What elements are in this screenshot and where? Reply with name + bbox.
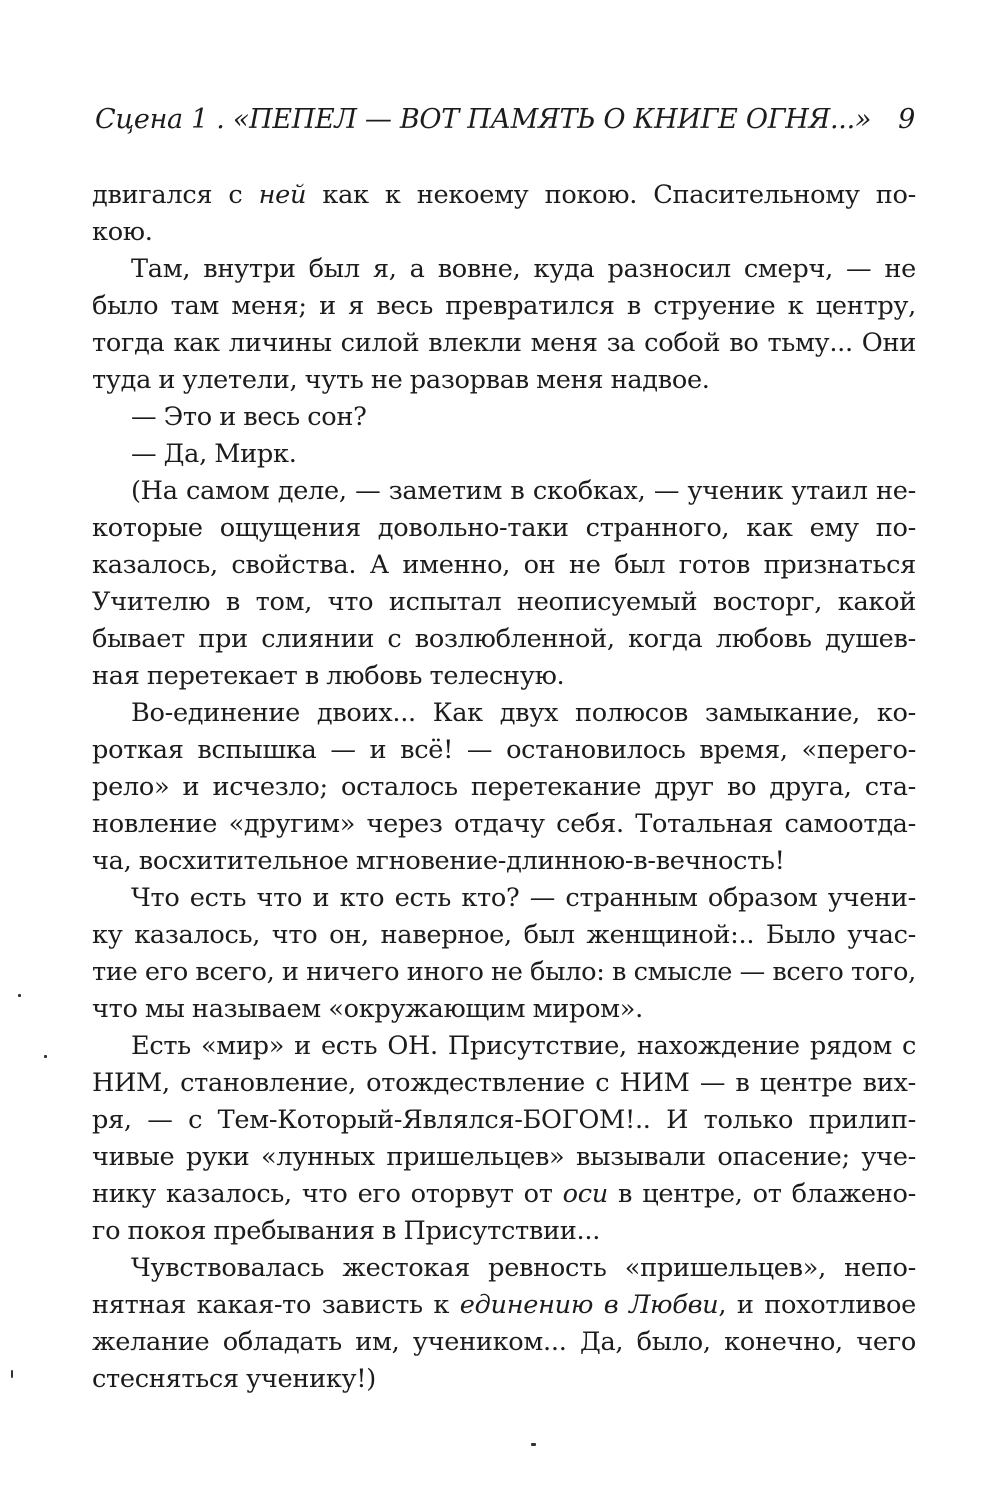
text-line: новление «другим» через отдачу себя. Тотальная самоотда- [92, 809, 916, 839]
text-line: двигался с ней как к некоему покою. Спасительному по- [92, 180, 916, 210]
text-line: Чувствовалась жестокая ревность «пришельцев», непо- [131, 1253, 916, 1283]
text-line: — Да, Мирк. [131, 439, 297, 469]
text-line: бывает при слиянии с возлюбленной, когда любовь душев- [92, 624, 916, 654]
text-line: которые ощущения довольно-таки странного, как ему по- [92, 513, 916, 543]
text-line: роткая вспышка — и всё! — остановилось время, «перего- [92, 735, 916, 765]
text-line: тогда как личины силой влекли меня за собой во тьму... Они [92, 328, 916, 358]
scan-speck [531, 1443, 536, 1446]
chapter-title: Сцена 1 . «ПЕПЕЛ — ВОТ ПАМЯТЬ О КНИГЕ ОГНЯ...» [95, 104, 872, 135]
running-head [95, 100, 915, 140]
text-line: Есть «мир» и есть ОН. Присутствие, нахождение рядом с [131, 1031, 916, 1061]
text-line: тие его всего, и ничего иного не было: в смысле — всего того, [92, 957, 916, 987]
text-line: туда и улетели, чуть не разорвав меня надвое. [92, 365, 710, 395]
page-number: 9 [898, 104, 915, 135]
text-line: что мы называем «окружающим миром». [92, 994, 643, 1024]
text-line: чивые руки «лунных пришельцев» вызывали опасение; уче- [92, 1142, 916, 1172]
text-line: желание обладать им, учеником... Да, было, конечно, чего [92, 1327, 916, 1357]
text-line: Там, внутри был я, а вовне, куда разносил смерч, — не [131, 254, 916, 284]
scan-speck [44, 1055, 47, 1058]
text-line: ку казалось, что он, наверное, был женщиной:.. Было учас- [92, 920, 916, 950]
text-line: было там меня; и я весь превратился в струение к центру, [92, 291, 916, 321]
text-line: ря, — с Тем-Который-Являлся-БОГОМ!.. И только прилип- [92, 1105, 916, 1135]
text-line: (На самом деле, — заметим в скобках, — ученик утаил не- [131, 476, 916, 506]
text-line: ная перетекает в любовь телесную. [92, 661, 565, 691]
text-line: — Это и весь сон? [131, 402, 367, 432]
text-line: стесняться ученику!) [92, 1364, 376, 1394]
text-line: НИМ, становление, отождествление с НИМ — в центре вих- [92, 1068, 916, 1098]
text-line: Что есть что и кто есть кто? — странным образом учени- [131, 883, 916, 913]
text-line: кою. [92, 217, 153, 247]
text-line: нятная какая-то зависть к единению в Любви, и похотливое [92, 1290, 916, 1320]
text-line: го покоя пребывания в Присутствии... [92, 1216, 601, 1246]
scan-speck [18, 994, 21, 997]
text-line: Учителю в том, что испытал неописуемый восторг, какой [92, 587, 916, 617]
text-line: ча, восхитительное мгновение-длинною-в-вечность! [92, 846, 785, 876]
text-line: казалось, свойства. А именно, он не был готов признаться [92, 550, 916, 580]
text-line: Во-единение двоих... Как двух полюсов замыкание, ко- [131, 698, 916, 728]
text-line: рело» и исчезло; осталось перетекание друг во друга, ста- [92, 772, 916, 802]
text-line: нику казалось, что его оторвут от оси в центре, от блажено- [92, 1179, 916, 1209]
body-text [92, 177, 916, 1398]
scan-speck [11, 1370, 13, 1378]
